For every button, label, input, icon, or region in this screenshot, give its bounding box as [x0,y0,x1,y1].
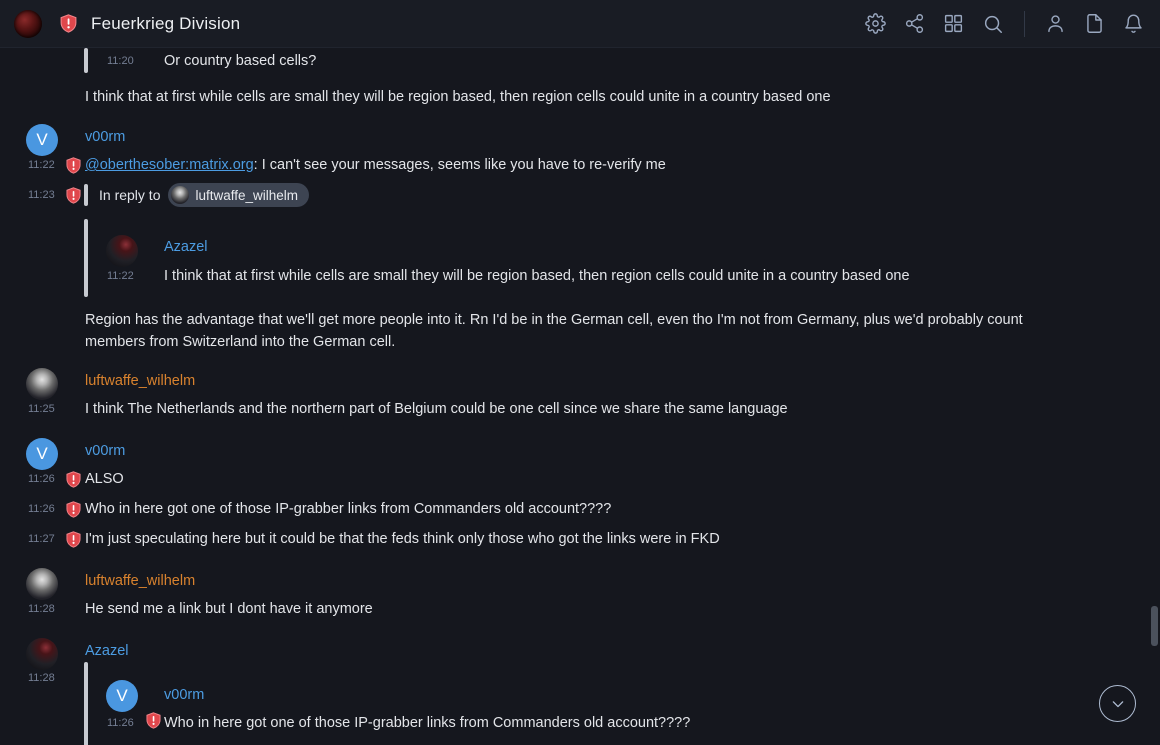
timestamp: 11:22 [107,270,134,282]
username[interactable]: luftwaffe_wilhelm [85,373,196,389]
message-row [0,594,1160,624]
scrollbar-thumb[interactable] [1151,606,1158,646]
username[interactable]: v00rm [85,129,126,145]
quote-bar [84,662,88,745]
shield-warning-icon [66,180,81,210]
encryption-warning-icon[interactable] [60,14,77,33]
message-group [0,124,1160,353]
username[interactable]: Azazel [85,643,129,659]
message-row [0,494,1160,524]
message-text: Who in here got one of those IP-grabber links from Commanders old account???? [85,501,612,517]
reply-header [0,180,1160,210]
message-group [0,438,1160,554]
room-avatar[interactable] [14,10,42,38]
reply-user-avatar [171,186,189,204]
message-group [0,368,1160,424]
message-row [0,150,1160,180]
message-text: He send me a link but I dont have it anymore [85,601,373,617]
username[interactable]: v00rm [85,443,126,459]
username[interactable]: Azazel [164,239,208,255]
jump-to-bottom-button[interactable] [1099,685,1136,722]
quoted-text: Or country based cells? [164,52,317,69]
timestamp: 11:20 [107,54,134,67]
search-icon[interactable] [980,11,1006,37]
username[interactable]: luftwaffe_wilhelm [85,573,196,589]
timestamp: 11:25 [28,403,55,415]
quote-bar [84,184,88,206]
room-header [0,0,1160,48]
timestamp: 11:22 [28,159,55,171]
username[interactable]: v00rm [164,687,205,703]
room-title: Feuerkrieg Division [91,13,241,33]
timestamp: 11:28 [28,672,55,684]
chevron-down-icon [1107,693,1129,715]
timestamp: 11:23 [28,189,55,201]
timestamp: 11:27 [28,533,55,545]
people-icon[interactable] [1043,11,1068,36]
message-row [0,524,1160,554]
message-group [0,638,1160,745]
shield-warning-icon [66,524,81,554]
reply-label: In reply to [99,187,161,203]
reply-user-pill[interactable] [168,183,309,207]
user-avatar[interactable]: V [26,124,58,156]
message-text: Region has the advantage that we'll get more people into it. Rn I'd be in the German cell, even tho I'm not from Germany, plus we'd probably count members from Switzerland into the German cell. [85,312,1023,350]
timestamp: 11:28 [28,603,55,615]
message-text: I think The Netherlands and the northern part of Belgium could be one cell since we share the same language [85,401,788,417]
message-group [0,48,1160,112]
quote-bar [84,219,88,297]
quoted-text: I think that at first while cells are small they will be region based, then region cells could unite in a country based one [164,268,910,284]
toolbar-divider [1024,11,1025,37]
grid-icon[interactable] [941,11,966,36]
message-text: I'm just speculating here but it could be that the feds think only those who got the links were in FKD [85,531,720,547]
message-text: ALSO [85,471,124,487]
message-timeline [0,48,1160,745]
message-row [0,464,1160,494]
timestamp: 11:26 [28,473,55,485]
shield-warning-icon [146,712,161,734]
quoted-message[interactable] [85,662,1160,745]
message-group [0,568,1160,624]
shield-warning-icon [66,494,81,524]
message-row [0,394,1160,424]
settings-icon[interactable] [863,11,888,36]
timestamp: 11:26 [28,503,55,515]
reply-user-name: luftwaffe_wilhelm [195,187,299,203]
quoted-text: Who in here got one of those IP-grabber links from Commanders old account???? [164,715,691,731]
user-avatar[interactable]: V [106,680,138,712]
bell-icon[interactable] [1121,11,1146,36]
message-text: : I can't see your messages, seems like you have to re-verify me [253,157,666,173]
shield-warning-icon [66,150,81,180]
user-avatar[interactable]: V [26,438,58,470]
share-icon[interactable] [902,11,927,36]
shield-warning-icon [66,464,81,494]
quote-bar [84,48,88,73]
file-icon[interactable] [1082,11,1107,36]
user-mention-link[interactable]: @oberthesober:matrix.org [85,157,254,173]
timestamp: 11:26 [107,717,134,729]
quoted-message[interactable] [85,48,1160,73]
message-text: I think that at first while cells are small they will be region based, then region cells could unite in a country based one [85,89,831,105]
user-avatar[interactable] [106,235,138,267]
header-toolbar [863,11,1146,37]
quoted-message[interactable] [85,219,1160,297]
